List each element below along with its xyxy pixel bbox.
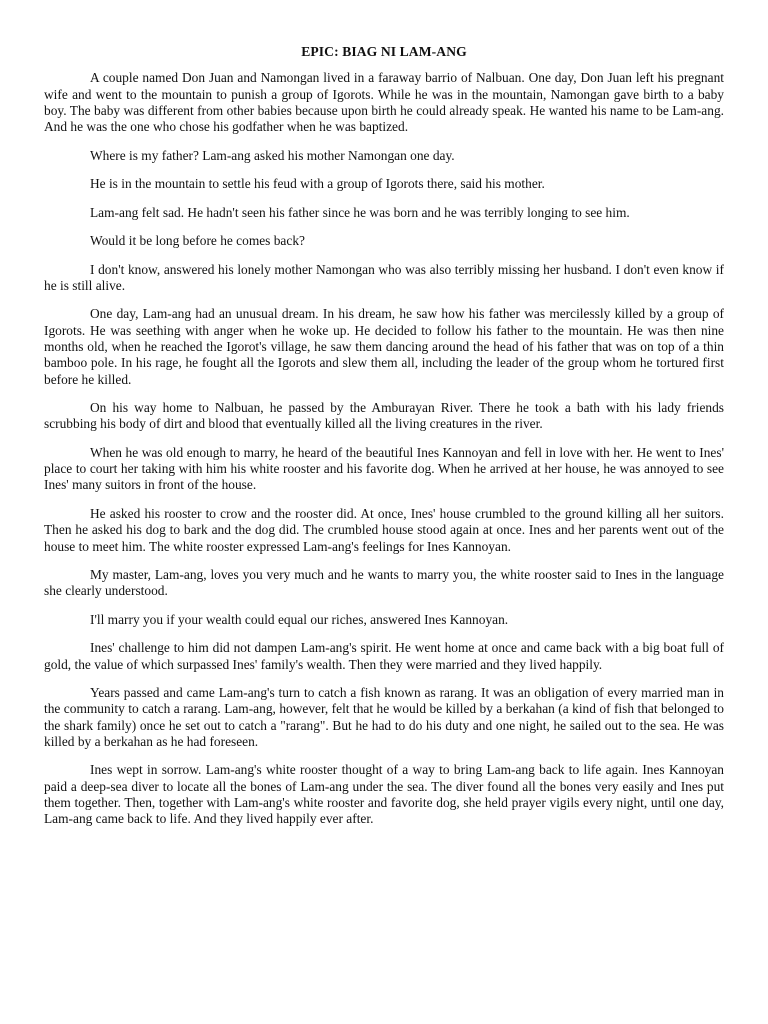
paragraph: Where is my father? Lam-ang asked his mother Namongan one day.: [90, 147, 455, 163]
paragraph: He is in the mountain to settle his feud with a group of Igorots there, said his mother.: [90, 176, 545, 192]
document-page: [44, 44, 724, 828]
paragraph: My master, Lam-ang, loves you very much and he wants to marry you, the white rooster said to Ines in the language she clearly understood.: [44, 567, 724, 599]
paragraph: Ines wept in sorrow. Lam-ang's white rooster thought of a way to bring Lam-ang back to life again. Ines Kannoyan paid a deep-sea diver to locate all the bones of Lam-ang under the sea. The diver found all the bones very easily and Ines put them together. Then, together with Lam-ang's white rooster and favorite dog, she held prayer vigils every night, until one day, Lam-ang came back to life. And they lived happily ever after.: [44, 762, 724, 827]
paragraph: Lam-ang felt sad. He hadn't seen his father since he was born and he was terribly longing to see him.: [90, 204, 630, 220]
paragraph: Ines' challenge to him did not dampen Lam-ang's spirit. He went home at once and came back with a big boat full of gold, the value of which surpassed Ines' family's wealth. Then they were married and they lived happily.: [44, 640, 724, 672]
paragraph: He asked his rooster to crow and the rooster did. At once, Ines' house crumbled to the ground killing all her suitors. Then he asked his dog to bark and the dog did. The crumbled house stood again at once. Ines and her parents went out of the house to meet him. The white rooster expressed Lam-ang's feelings for Ines Kannoyan.: [44, 505, 724, 554]
document-title: EPIC: BIAG NI LAM-ANG: [301, 44, 467, 59]
paragraph: I don't know, answered his lonely mother Namongan who was also terribly missing her husband. I don't even know if he is still alive.: [44, 261, 724, 293]
paragraph: Years passed and came Lam-ang's turn to catch a fish known as rarang. It was an obligation of every married man in the community to catch a rarang. Lam-ang, however, felt that he would be killed by a berkahan (a kind of fish that belonged to the shark family) once he set out to catch a "rarang". But he had to do his duty and one night, he sailed out to the sea. He was killed by a berkahan as he had foreseen.: [44, 685, 724, 749]
paragraph: A couple named Don Juan and Namongan lived in a faraway barrio of Nalbuan. One day, Don Juan left his pregnant wife and went to the mountain to punish a group of Igorots. While he was in the mountain, Namongan gave birth to a baby boy. The baby was different from other babies because upon birth he could already speak. He wanted his name to be Lam-ang. And he was the one who chose his godfather when he was baptized.: [44, 70, 724, 135]
paragraph: I'll marry you if your wealth could equal our riches, answered Ines Kannoyan.: [90, 611, 509, 627]
paragraph: Would it be long before he comes back?: [90, 233, 305, 249]
paragraph: On his way home to Nalbuan, he passed by the Amburayan River. There he took a bath with his lady friends scrubbing his body of dirt and blood that eventually killed all the living creatures in the river.: [44, 400, 724, 432]
paragraph: When he was old enough to marry, he heard of the beautiful Ines Kannoyan and fell in love with her. He went to Ines' place to court her taking with him his white rooster and his favorite dog. When he arrived at her house, he was annoyed to see Ines' many suitors in front of the house.: [44, 444, 724, 493]
paragraph: One day, Lam-ang had an unusual dream. In his dream, he saw how his father was mercilessly killed by a group of Igorots. He was seething with anger when he woke up. He decided to follow his father to the mountain. He was then nine months old, when he reached the Igorot's village, he saw them dancing around the head of his father that was on top of a thin bamboo pole. In his rage, he fought all the Igorots and slew them all, including the leader of the group whom he tortured first before he killed.: [44, 306, 724, 387]
